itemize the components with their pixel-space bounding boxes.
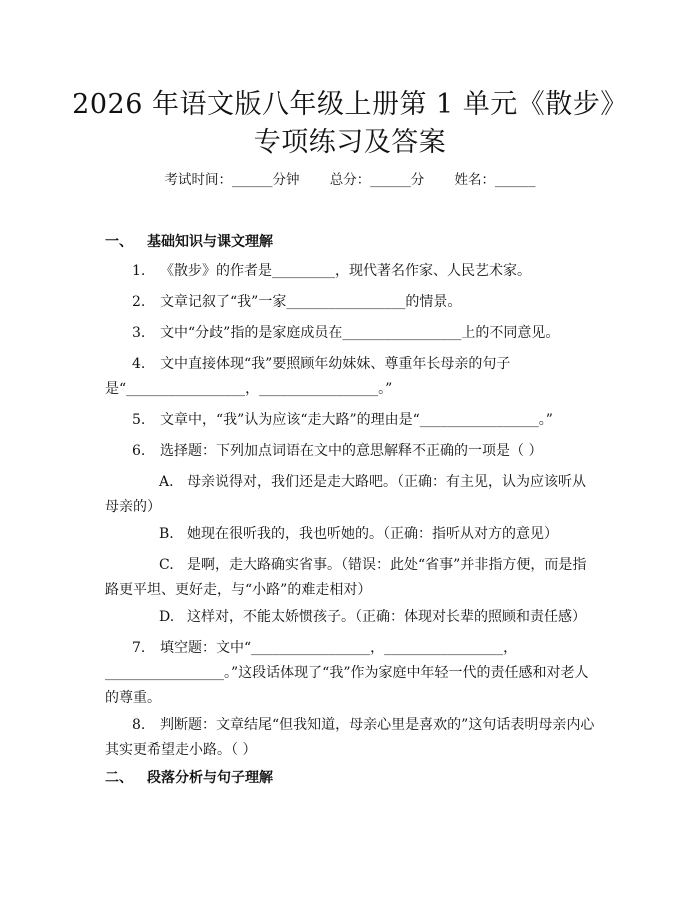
question-5 — [105, 408, 599, 433]
question-text: 文章中，“我”认为应该“走大路”的理由是“_________________。” — [160, 412, 553, 428]
question-text: 《散步》的作者是_________，现代著名作家、人民艺术家。 — [160, 263, 531, 279]
section-number: 二、 — [105, 770, 133, 786]
exam-meta — [0, 168, 700, 188]
question-4 — [105, 352, 599, 402]
option-d — [105, 605, 599, 630]
question-text: 文中“分歧”指的是家庭成员在_________________上的不同意见。 — [160, 325, 560, 341]
question-number: 8. — [132, 717, 146, 733]
question-text: 判断题：文章结尾“但我知道，母亲心里是喜欢的”这句话表明母亲内心其实更希望走小路。（ ） — [105, 717, 595, 758]
question-8 — [105, 713, 599, 763]
exam-name: 姓名：______ — [454, 172, 536, 188]
option-text: 是啊，走大路确实省事。（错误：此处“省事”并非指方便，而是指路更平坦、更好走，与“小路”的难走相对） — [105, 557, 587, 598]
option-letter: B. — [159, 526, 174, 542]
document-title-line-2: 专项练习及答案 — [253, 127, 447, 158]
question-number: 1. — [132, 263, 146, 279]
exam-time: 考试时间：______分钟 — [164, 172, 300, 188]
question-text: 填空题：文中“_________________，_________________，_________________。”这段话体现了“我”作为家庭中年轻一代的责任感和对老人的尊重。 — [105, 640, 589, 706]
question-number: 4. — [132, 356, 146, 372]
section-title: 段落分析与句子理解 — [147, 770, 273, 786]
question-1 — [105, 259, 599, 284]
question-number: 2. — [132, 294, 146, 310]
question-6 — [105, 439, 599, 464]
option-letter: C. — [159, 557, 174, 573]
option-letter: D. — [159, 609, 175, 625]
option-a — [105, 470, 599, 520]
section-number: 一、 — [105, 234, 133, 250]
question-2 — [105, 290, 599, 315]
question-number: 5. — [132, 412, 146, 428]
question-number: 6. — [132, 443, 146, 459]
question-text: 文章记叙了“我”一家_________________的情景。 — [160, 294, 462, 310]
option-text: 母亲说得对，我们还是走大路吧。（正确：有主见，认为应该听从母亲的） — [105, 474, 586, 515]
question-3 — [105, 321, 599, 346]
question-number: 3. — [132, 325, 146, 341]
section-heading-2 — [105, 767, 273, 787]
exam-score: 总分：______分 — [329, 172, 425, 188]
section-heading-1 — [105, 231, 273, 251]
question-7 — [105, 636, 599, 711]
section-title: 基础知识与课文理解 — [147, 234, 273, 250]
question-text: 文中直接体现“我”要照顾年幼妹妹、尊重年长母亲的句子是“_________________，_________________。” — [105, 356, 511, 397]
option-text: 这样对，不能太娇惯孩子。（正确：体现对长辈的照顾和责任感） — [187, 609, 586, 625]
option-c — [105, 553, 599, 603]
question-number: 7. — [132, 640, 146, 656]
option-b — [105, 522, 599, 547]
option-text: 她现在很听我的，我也听她的。（正确：指听从对方的意见） — [187, 526, 558, 542]
document-title-line-1: 2026 年语文版八年级上册第 1 单元《散步》 — [72, 89, 628, 120]
option-letter: A. — [159, 474, 174, 490]
question-text: 选择题：下列加点词语在文中的意思解释不正确的一项是（ ） — [160, 443, 543, 459]
